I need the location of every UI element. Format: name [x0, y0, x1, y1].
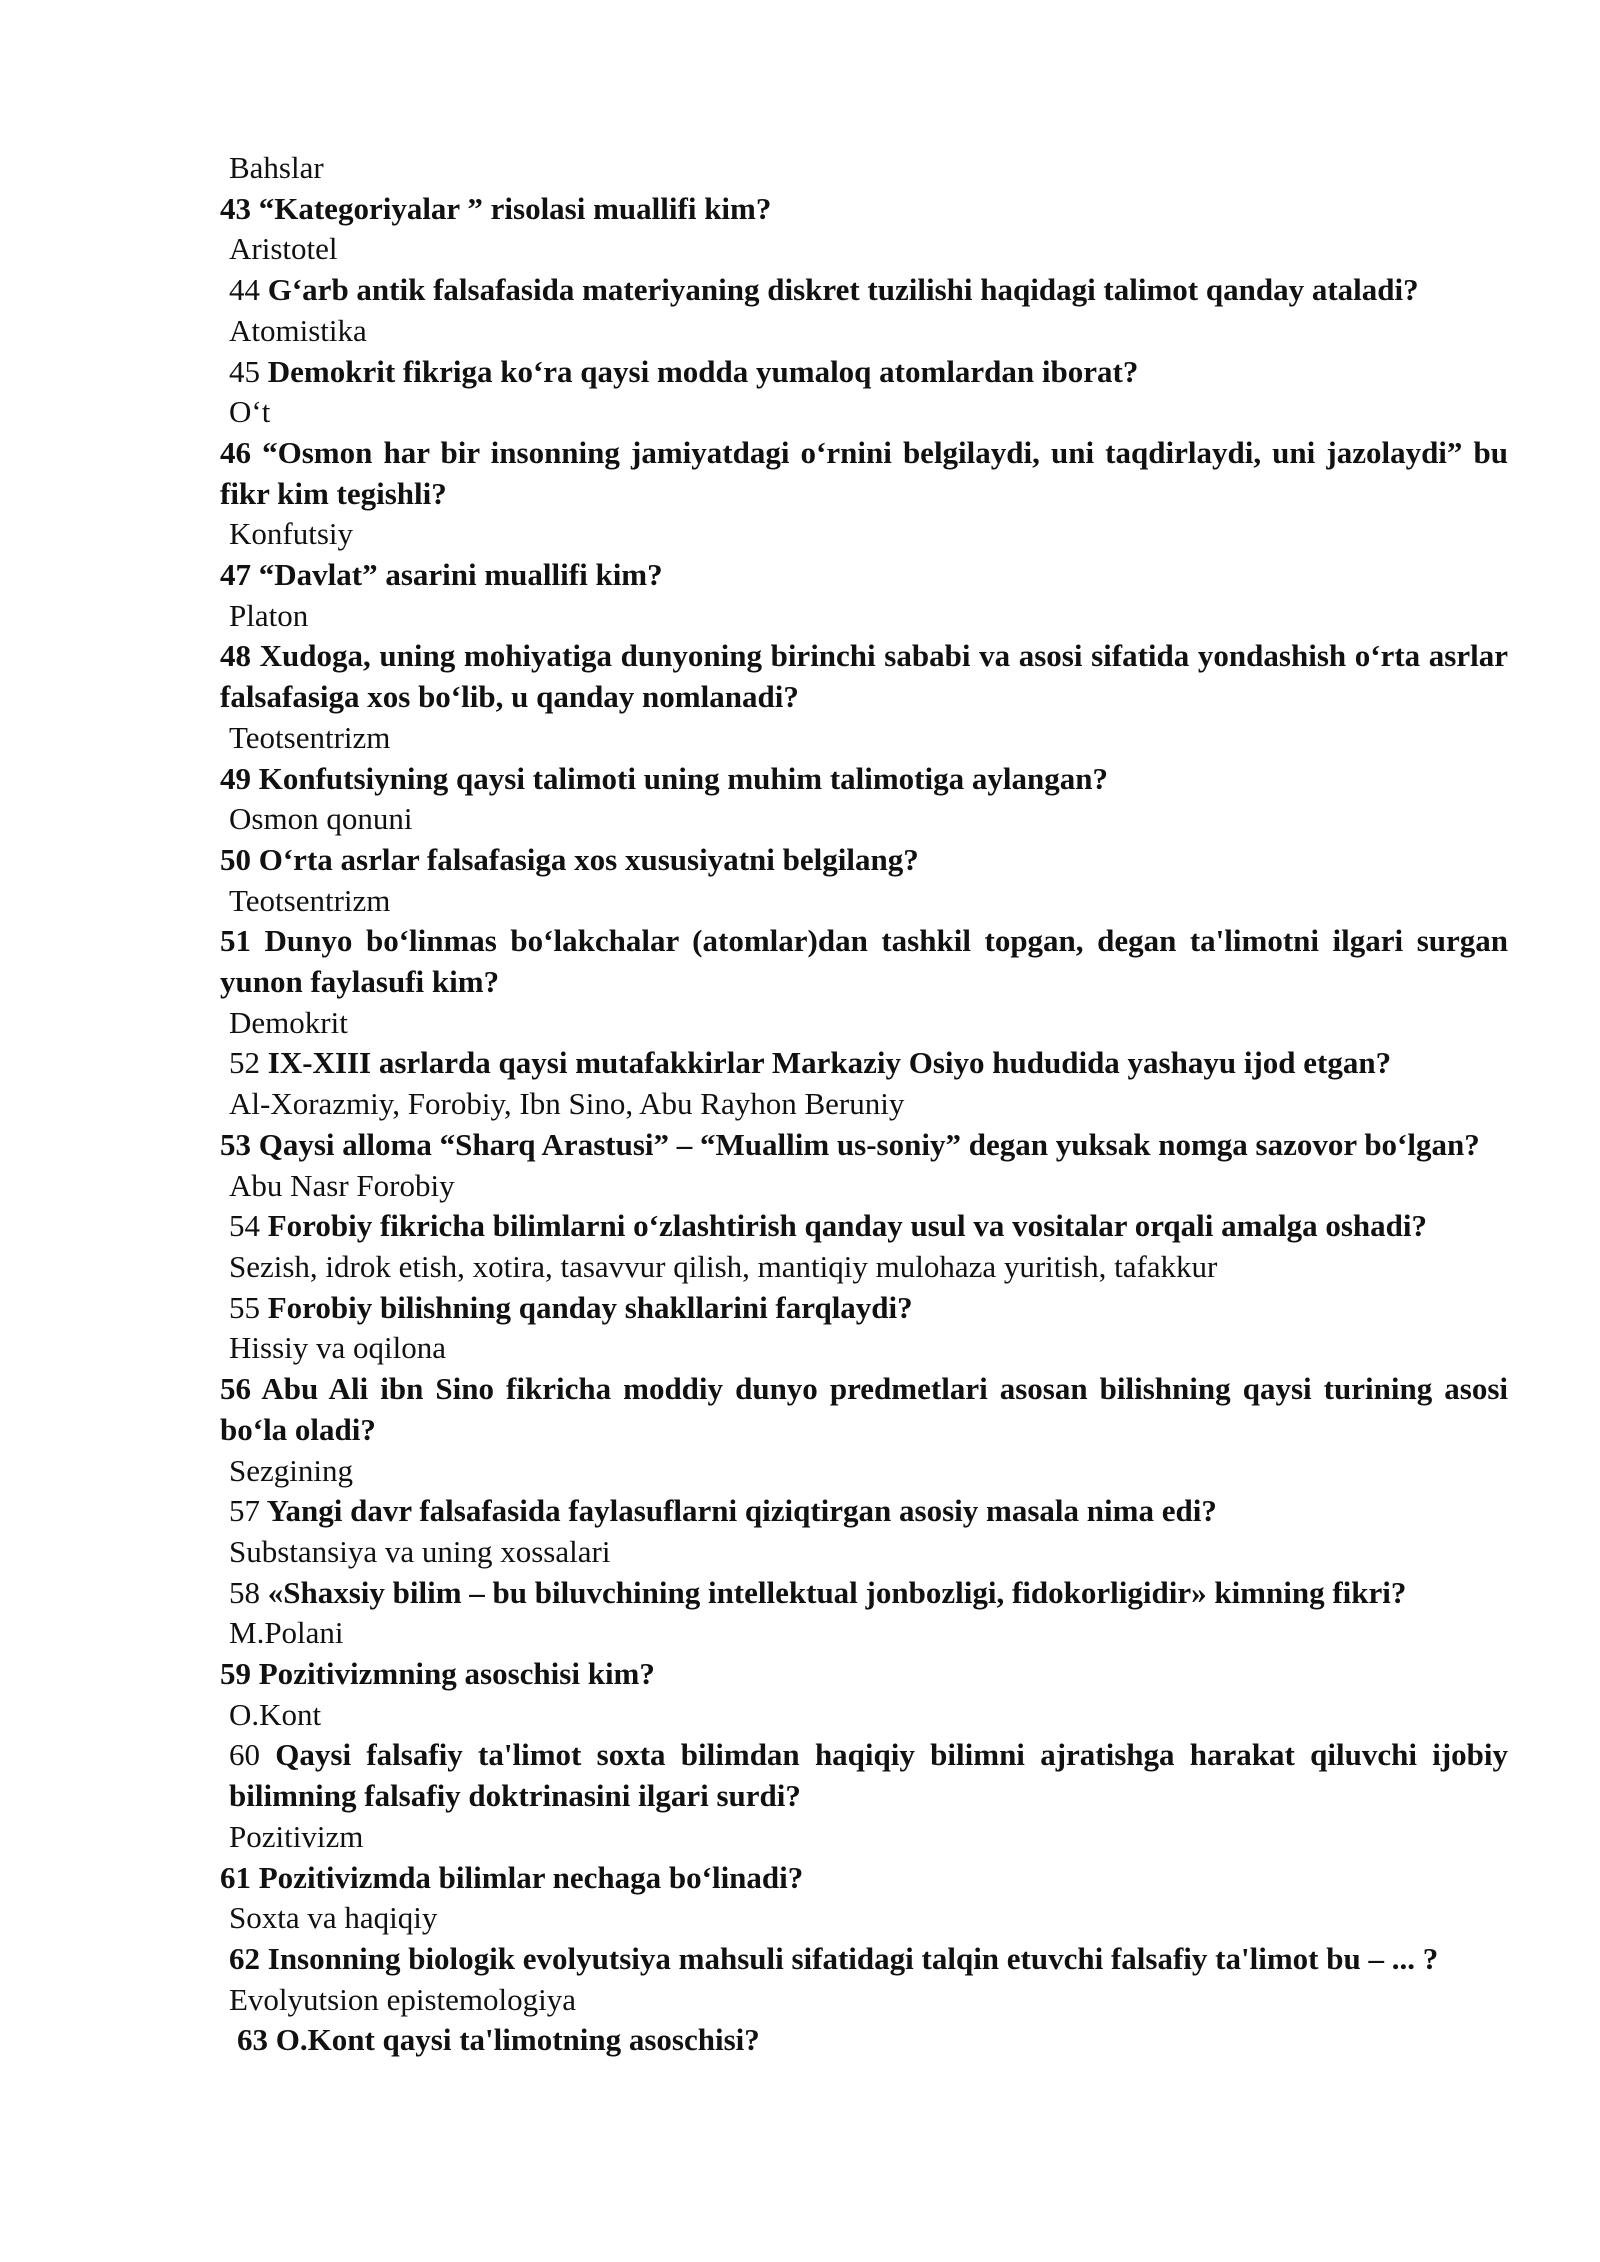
- question-item: [220, 636, 1508, 717]
- question-item: [220, 1369, 1508, 1450]
- question-item: [220, 921, 1508, 1002]
- question-number: 46: [220, 434, 251, 470]
- question-item: [220, 759, 1508, 800]
- question-text: Insonning biologik evolyutsiya mahsuli sifatidagi talqin etuvchi falsafiy ta'limot bu – ... ?: [267, 1940, 1439, 1976]
- question-text: “Davlat” asarini muallifi kim?: [258, 557, 663, 593]
- answer-text: Substansiya va uning xossalari: [229, 1533, 611, 1569]
- answer-text: Pozitivizm: [229, 1818, 364, 1854]
- question-text: Dunyo bo‘linmas bo‘lakchalar (atomlar)dan tashkil topgan, degan ta'limotni ilgari surgan yunon faylasufi kim?: [220, 923, 1509, 1000]
- question-text: Forobiy bilishning qanday shakllarini farqlaydi?: [267, 1289, 913, 1325]
- question-item: [220, 555, 1508, 596]
- answer-text: Demokrit: [229, 1004, 348, 1040]
- question-text: Pozitivizmning asoschisi kim?: [258, 1656, 655, 1692]
- question-number: 50: [220, 841, 251, 877]
- question-number: 52: [229, 1045, 260, 1081]
- answer-text: Platon: [229, 597, 309, 633]
- question-item: [220, 189, 1508, 230]
- question-text: Qaysi alloma “Sharq Arastusi” – “Muallim us-soniy” degan yuksak nomga sazovor bo‘lgan?: [258, 1126, 1480, 1162]
- question-text: “Kategoriyalar ” risolasi muallifi kim?: [258, 190, 772, 226]
- question-text: Pozitivizmda bilimlar nechaga bo‘linadi?: [258, 1859, 804, 1895]
- question-number: 47: [220, 557, 251, 593]
- question-number: 62: [229, 1940, 260, 1976]
- question-text: O.Kont qaysi ta'limotning asoschisi?: [275, 2022, 760, 2058]
- question-number: 51: [220, 923, 251, 959]
- question-text: Forobiy fikricha bilimlarni o‘zlashtirish qanday usul va vositalar orqali amalga oshadi?: [267, 1208, 1427, 1244]
- question-item: [220, 1858, 1508, 1899]
- question-number: 56: [220, 1371, 251, 1407]
- question-text: IX-XIII asrlarda qaysi mutafakkirlar Markaziy Osiyo hududida yashayu ijod etgan?: [267, 1045, 1392, 1081]
- question-item: [220, 1125, 1508, 1166]
- answer-text: O.Kont: [229, 1696, 322, 1732]
- question-number: 55: [229, 1289, 260, 1325]
- answer-text: Abu Nasr Forobiy: [229, 1167, 455, 1203]
- answer-text: O‘t: [229, 394, 271, 430]
- question-item: [220, 840, 1508, 881]
- question-number: 54: [229, 1208, 260, 1244]
- question-number: 63: [237, 2022, 268, 2058]
- question-text: Qaysi falsafiy ta'limot soxta bilimdan haqiqiy bilimni ajratishga harakat qiluvchi ijobiy bilimning falsafiy doktrinasini ilgari surdi?: [229, 1737, 1508, 1814]
- answer-text: Sezgining: [229, 1452, 353, 1488]
- question-item: [220, 433, 1508, 514]
- answer-text: Evolyutsion epistemologiya: [229, 1981, 576, 2017]
- question-item: [220, 1043, 1508, 1084]
- answer-text: M.Polani: [229, 1615, 344, 1651]
- document-page: [220, 148, 1508, 2061]
- question-text: “Osmon har bir insonning jamiyatdagi o‘rnini belgilaydi, uni taqdirlaydi, uni jazolaydi” bu fikr kim tegishli?: [220, 434, 1509, 511]
- question-item: [220, 1206, 1508, 1247]
- answer-text: Aristotel: [229, 231, 338, 267]
- question-item: [220, 270, 1508, 311]
- question-number: 53: [220, 1126, 259, 1162]
- question-item: [220, 1735, 1508, 1816]
- question-item: [220, 1573, 1508, 1614]
- question-item: [220, 1491, 1508, 1532]
- question-text: Xudoga, uning mohiyatiga dunyoning birinchi sababi va asosi sifatida yondashish o‘rta asrlar falsafasiga xos bo‘lib, u qanday nomlanadi?: [220, 638, 1509, 715]
- question-number: 48: [220, 638, 251, 674]
- question-number: 43: [220, 190, 251, 226]
- question-text: Abu Ali ibn Sino fikricha moddiy dunyo predmetlari asosan bilishning qaysi turining asosi bo‘la oladi?: [220, 1371, 1508, 1447]
- question-number: 49: [220, 760, 251, 796]
- question-text: Demokrit fikriga ko‘ra qaysi modda yumaloq atomlardan iborat?: [267, 353, 1139, 389]
- answer-text: Konfutsiy: [229, 516, 353, 552]
- question-number: 60: [229, 1737, 260, 1773]
- question-item: [220, 1654, 1508, 1695]
- question-number: 59: [220, 1656, 251, 1692]
- question-text: Konfutsiyning qaysi talimoti uning muhim talimotiga aylangan?: [258, 760, 1108, 796]
- question-text: «Shaxsiy bilim – bu biluvchining intellektual jonbozligi, fidokorligidir» kimning fikri?: [267, 1574, 1407, 1610]
- answer-text: Atomistika: [229, 312, 367, 348]
- answer-text: Teotsentrizm: [229, 719, 391, 755]
- question-item: [220, 1939, 1508, 1980]
- question-text: Yangi davr falsafasida faylasuflarni qiziqtirgan asosiy masala nima edi?: [266, 1493, 1217, 1529]
- answer-text: Sezish, idrok etish, xotira, tasavvur qilish, mantiqiy mulohaza yuritish, tafakkur: [229, 1248, 1218, 1284]
- question-item: [220, 2020, 1508, 2061]
- answer-text: Bahslar: [229, 150, 324, 185]
- answer-text: Osmon qonuni: [229, 801, 413, 837]
- question-text: O‘rta asrlar falsafasiga xos xususiyatni belgilang?: [258, 841, 919, 877]
- answer-text: Hissiy va oqilona: [229, 1330, 446, 1366]
- answer-text: Al-Xorazmiy, Forobiy, Ibn Sino, Abu Rayhon Beruniy: [229, 1086, 905, 1122]
- question-item: [220, 352, 1508, 393]
- question-number: 61: [220, 1859, 251, 1895]
- question-number: 45: [229, 353, 260, 389]
- question-number: 57: [229, 1493, 260, 1529]
- question-text: G‘arb antik falsafasida materiyaning diskret tuzilishi haqidagi talimot qanday ataladi?: [267, 272, 1419, 308]
- answer-text: Soxta va haqiqiy: [229, 1900, 438, 1936]
- question-number: 44: [229, 272, 268, 308]
- answer-text: Teotsentrizm: [229, 882, 391, 918]
- question-item: [220, 1288, 1508, 1329]
- question-number: 58: [229, 1574, 260, 1610]
